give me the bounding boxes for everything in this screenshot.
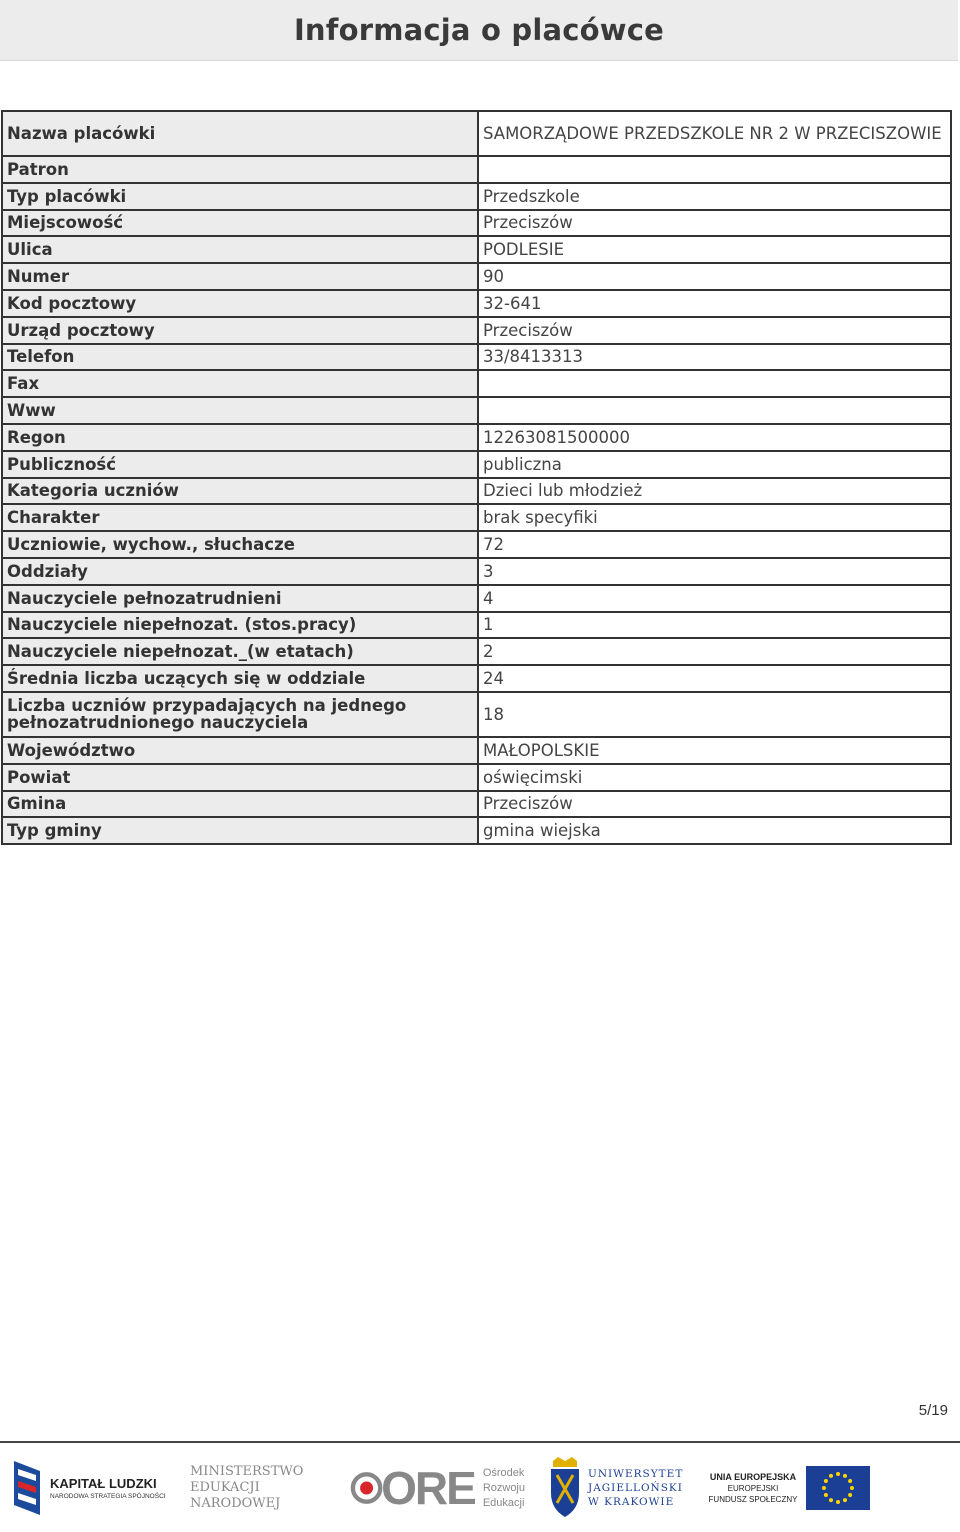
ore-line-2: Rozwoju [482,1481,525,1494]
row-value: 24 [478,665,951,692]
row-value: publiczna [478,451,951,478]
info-table [1,110,952,845]
row-value: Przedszkole [478,183,951,210]
row-value: PODLESIE [478,236,951,263]
row-label: Nazwa placówki [2,111,478,156]
eu-star [843,1474,847,1478]
table-row [2,317,951,344]
row-label: Telefon [2,344,478,371]
row-label: Kategoria uczniów [2,478,478,505]
kapital-ludzki-title: KAPITAŁ LUDZKI [50,1476,157,1491]
eu-star [850,1486,854,1490]
eu-star [843,1498,847,1502]
row-value: SAMORZĄDOWE PRZEDSZKOLE NR 2 W PRZECISZOWIE [478,111,951,156]
eu-line-2: EUROPEJSKI [727,1483,779,1493]
footer-divider [0,1441,960,1443]
row-label: Urząd pocztowy [2,317,478,344]
row-value: MAŁOPOLSKIE [478,737,951,764]
row-label: Miejscowość [2,210,478,237]
row-label: Charakter [2,504,478,531]
table-row [2,638,951,665]
eu-star [848,1493,852,1497]
eu-star [822,1486,826,1490]
table-row [2,290,951,317]
row-label: Publiczność [2,451,478,478]
row-value: 4 [478,585,951,612]
table-row [2,504,951,531]
eu-line-1: UNIA EUROPEJSKA [709,1471,797,1482]
ore-logo [350,1452,525,1524]
row-value [478,156,951,183]
table-row [2,236,951,263]
table-row [2,531,951,558]
row-value: 1 [478,612,951,639]
eu-line-3: FUNDUSZ SPOŁECZNY [708,1494,798,1504]
row-value: Dzieci lub młodzież [478,478,951,505]
row-label: Typ gminy [2,817,478,844]
row-value: 33/8413313 [478,344,951,371]
row-value: Przeciszów [478,791,951,818]
kapital-ludzki-logo [10,1452,170,1524]
table-row [2,156,951,183]
footer-logos [0,1452,960,1528]
table-row [2,424,951,451]
table-row [2,478,951,505]
men-line-2: EDUKACJI [190,1480,260,1495]
row-value: Przeciszów [478,317,951,344]
ore-line-3: Edukacji [482,1496,525,1509]
row-label: Patron [2,156,478,183]
row-label: Www [2,397,478,424]
eu-star [836,1472,840,1476]
row-label: Powiat [2,764,478,791]
eu-logo [706,1452,876,1524]
row-value: oświęcimski [478,764,951,791]
row-value: 18 [478,692,951,737]
table-row [2,665,951,692]
row-value: Przeciszów [478,210,951,237]
row-value: 3 [478,558,951,585]
table-row [2,558,951,585]
eu-star [829,1474,833,1478]
row-value: 2 [478,638,951,665]
table-row [2,111,951,156]
row-label: Nauczyciele pełnozatrudnieni [2,585,478,612]
table-row [2,344,951,371]
ore-line-1: Ośrodek [482,1466,525,1479]
table-row [2,210,951,237]
row-label: Ulica [2,236,478,263]
row-label: Nauczyciele niepełnozat. (stos.pracy) [2,612,478,639]
kapital-ludzki-subtitle: NARODOWA STRATEGIA SPÓJNOŚCI [50,1493,166,1500]
men-logo [190,1452,320,1524]
kapital-ludzki-icon [10,1459,44,1517]
page-number: 5/19 [918,1402,948,1419]
table-row [2,764,951,791]
uj-crest-icon [548,1457,582,1519]
row-label: Fax [2,370,478,397]
row-label: Numer [2,263,478,290]
eu-star [848,1479,852,1483]
row-label: Oddziały [2,558,478,585]
uj-logo [548,1452,688,1524]
row-value [478,370,951,397]
row-label: Liczba uczniów przypadających na jednego pełnozatrudnionego nauczyciela [2,692,478,737]
row-value: 90 [478,263,951,290]
row-value: gmina wiejska [478,817,951,844]
men-line-1: MINISTERSTWO [190,1464,304,1479]
page-title: Informacja o placówce [293,13,665,47]
eu-flag-icon [806,1466,870,1510]
uj-line-1: UNIWERSYTET [588,1468,684,1480]
table-row [2,397,951,424]
row-label: Regon [2,424,478,451]
row-label: Gmina [2,791,478,818]
table-row [2,791,951,818]
ore-letters: ORE [381,1462,475,1514]
eu-star [824,1493,828,1497]
row-label: Typ placówki [2,183,478,210]
row-label: Kod pocztowy [2,290,478,317]
table-row [2,737,951,764]
row-label: Województwo [2,737,478,764]
row-value: 72 [478,531,951,558]
table-row [2,370,951,397]
page-header [0,0,958,61]
table-row [2,585,951,612]
row-label: Średnia liczba uczących się w oddziale [2,665,478,692]
uj-line-2: JAGIELLOŃSKI [588,1482,683,1494]
uj-line-3: W KRAKOWIE [588,1496,675,1508]
ore-circle-icon [350,1465,383,1511]
table-row [2,263,951,290]
eu-star [836,1500,840,1504]
eu-star [829,1498,833,1502]
row-label: Nauczyciele niepełnozat._(w etatach) [2,638,478,665]
table-row [2,692,951,737]
table-row [2,612,951,639]
row-value: 12263081500000 [478,424,951,451]
table-row [2,817,951,844]
men-line-3: NARODOWEJ [190,1496,281,1511]
table-row [2,183,951,210]
row-value [478,397,951,424]
row-label: Uczniowie, wychow., słuchacze [2,531,478,558]
row-value: 32-641 [478,290,951,317]
table-row [2,451,951,478]
row-value: brak specyfiki [478,504,951,531]
eu-star [824,1479,828,1483]
